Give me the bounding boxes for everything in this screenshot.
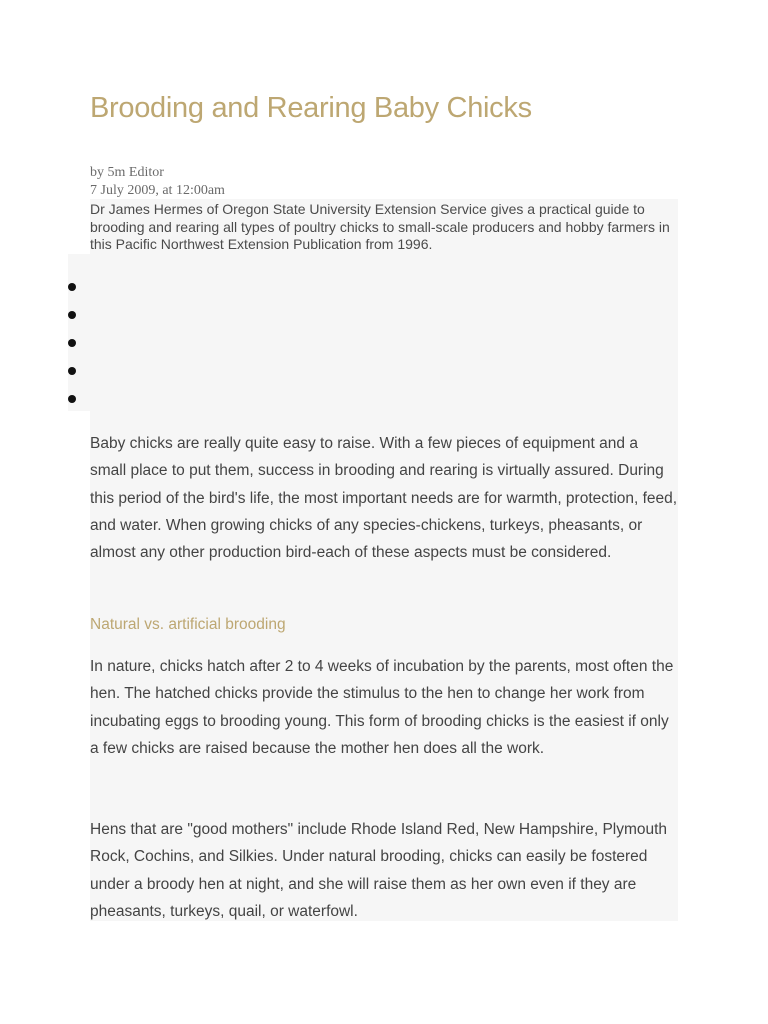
byline <box>90 164 225 199</box>
bullet-list-box <box>68 254 678 411</box>
list-item <box>68 367 76 375</box>
paragraph-intro: Baby chicks are really quite easy to raise. With a few pieces of equipment and a small place to put them, success in brooding and rearing is virtually assured. During this period of the bird's life, the most important needs are for warmth, protection, feed, and water. When growing chicks of any species-chickens, turkeys, pheasants, or almost any other production bird-each of these aspects must be considered. <box>90 435 678 562</box>
page-title: Brooding and Rearing Baby Chicks <box>90 92 532 124</box>
article-summary: Dr James Hermes of Oregon State University Extension Service gives a practical guide to brooding and rearing all types of poultry chicks to small-scale producers and hobby farmers in this Pacific Northwest Extension Publication from 1996. <box>90 201 670 252</box>
list-item <box>68 311 76 319</box>
list-item <box>68 283 76 291</box>
date-line: 7 July 2009, at 12:00am <box>90 182 225 198</box>
summary-box <box>90 199 678 254</box>
author-line: by 5m Editor <box>90 165 164 180</box>
paragraph-good-mothers: Hens that are "good mothers" include Rhode Island Red, New Hampshire, Plymouth Rock, Cochins, and Silkies. Under natural brooding, chicks can easily be fostered under a broody hen at night, and she will raise them as her own even if they are pheasants, turkeys, quail, or waterfowl. <box>90 821 668 920</box>
article-body <box>90 411 678 921</box>
list-item <box>68 395 76 403</box>
section-heading-natural-vs-artificial: Natural vs. artificial brooding <box>90 616 286 633</box>
paragraph-natural-brooding: In nature, chicks hatch after 2 to 4 weeks of incubation by the parents, most often the hen. The hatched chicks provide the stimulus to the hen to change her work from incubating eggs to brooding young. This form of brooding chicks is the easiest if only a few chicks are raised because the mother hen does all the work. <box>90 658 674 757</box>
list-item <box>68 339 76 347</box>
